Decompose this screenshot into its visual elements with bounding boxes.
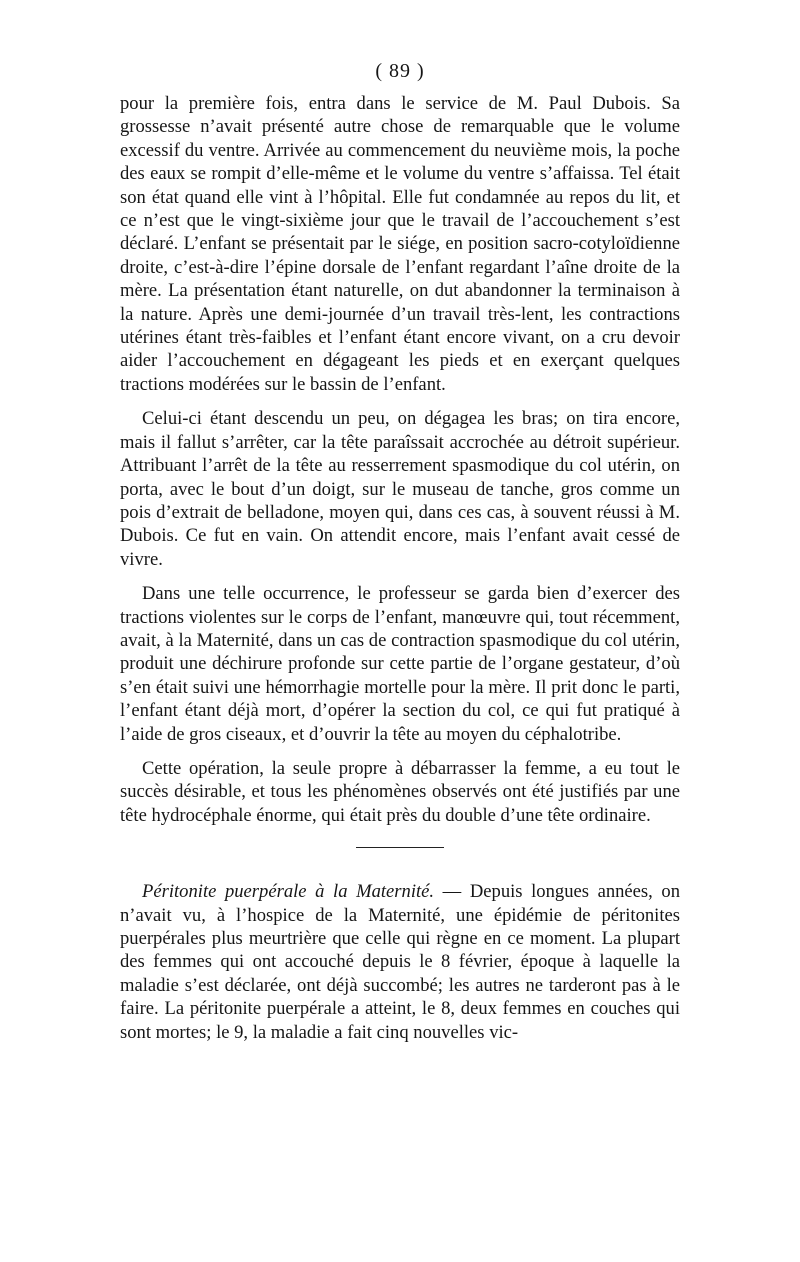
- page-number: ( 89 ): [375, 60, 425, 82]
- section-divider: [356, 847, 444, 848]
- section-body: — Depuis longues années, on n’avait vu, à l’hospice de la Maternité, une épidémie de péritonites puerpérales plus meurtrière que celle qui règne en ce moment. La plupart des femmes qui ont accouché depuis le 8 février, époque à laquelle la maladie s’est déclarée, ont déjà succombé; les autres ne tarderont pas à le faire. La péritonite puerpérale a atteint, le 8, deux femmes en couches qui sont mortes; le 9, la maladie a fait cinq nouvelles vic-: [120, 881, 681, 1043]
- section-title: Péritonite puerpérale à la Maternité.: [142, 881, 435, 903]
- paragraph-2: Celui-ci étant descendu un peu, on dégagea les bras; on tira encore, mais il fallut s’arrêter, car la tête paraîssait accrochée au détroit supérieur. Attribuant l’arrêt de la tête au resserrement spasmodique du col utérin, on porta, avec le bout d’un doigt, sur le museau de tanche, gros comme un pois d’extrait de belladone, moyen qui, dans ces cas, à souvent réussi à M. Dubois. Ce fut en vain. On attendit encore, mais l’enfant avait cessé de vivre.: [120, 408, 680, 570]
- text-column: [120, 92, 680, 1044]
- paragraph-4: Cette opération, la seule propre à débarrasser la femme, a eu tout le succès désirable, et tous les phénomènes observés ont été justifiés par une tête hydrocéphale énorme, qui était près du double d’une tête ordinaire.: [120, 757, 680, 826]
- paragraph-1: pour la première fois, entra dans le service de M. Paul Dubois. Sa grossesse n’avait présenté autre chose de remarquable que le volume excessif du ventre. Arrivée au commencement du neuvième mois, la poche des eaux se rompit d’elle-même et le volume du ventre s’affaissa. Tel était son état quand elle vint à l’hôpital. Elle fut condamnée au repos du lit, et ce n’est que le vingt-sixième jour que le travail de l’accouchement s’est déclaré. L’enfant se présentait par le siége, en position sacro-cotyloïdienne droite, c’est-à-dire l’épine dorsale de l’enfant regardant l’aîne droite de la mère. La présentation étant naturelle, on dut abandonner la terminaison à la nature. Après une demi-journée d’un travail très-lent, les contractions utérines étant très-faibles et l’enfant étant encore vivant, on a cru devoir aider l’accouchement en dégageant les pieds et en exerçant quelques tractions modérées sur le bassin de l’enfant.: [120, 93, 680, 395]
- paragraph-3: Dans une telle occurrence, le professeur se garda bien d’exercer des tractions violentes sur le corps de l’enfant, manœuvre qui, tout récemment, avait, à la Maternité, dans un cas de contraction spasmodique du col utérin, produit une déchirure profonde sur cette partie de l’organe gestateur, d’où s’en était suivi une hémorrhagie mortelle pour la mère. Il prit donc le parti, l’enfant étant déjà mort, d’opérer la section du col, ce qui fut pratiqué à l’aide de gros ciseaux, et d’ouvrir la tête au moyen du céphalotribe.: [120, 583, 680, 745]
- section-paragraph: [120, 880, 680, 1044]
